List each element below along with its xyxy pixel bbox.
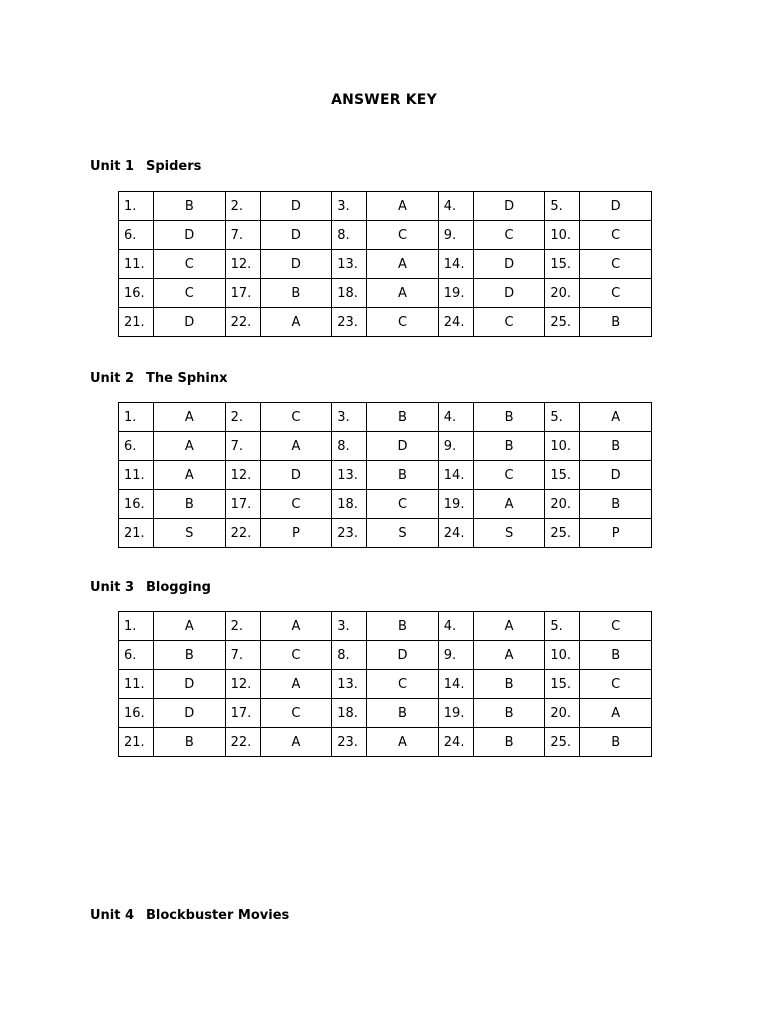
answer-letter: C [154,250,226,279]
table-row [119,192,652,221]
table-row [119,728,652,757]
question-number: 9. [438,641,473,670]
answer-letter: C [260,490,332,519]
answer-letter: D [580,192,652,221]
question-number: 25. [545,519,580,548]
question-number: 15. [545,670,580,699]
answer-letter: C [473,461,545,490]
answer-letter: B [367,699,439,728]
unit-heading [90,159,201,174]
answer-letter: D [260,250,332,279]
question-number: 22. [225,308,260,337]
answer-letter: D [473,250,545,279]
question-number: 13. [332,250,367,279]
question-number: 16. [119,490,154,519]
table-row [119,221,652,250]
answer-letter: B [473,403,545,432]
answer-letter: C [580,279,652,308]
question-number: 20. [545,699,580,728]
question-number: 11. [119,461,154,490]
question-number: 4. [438,403,473,432]
answer-letter: C [580,612,652,641]
unit-heading [90,908,289,923]
question-number: 17. [225,279,260,308]
table-row [119,519,652,548]
answer-letter: D [367,432,439,461]
unit-number: Unit 4 [90,908,135,923]
question-number: 24. [438,519,473,548]
answer-letter: C [367,221,439,250]
question-number: 15. [545,461,580,490]
question-number: 15. [545,250,580,279]
answer-letter: B [580,490,652,519]
answer-letter: C [260,403,332,432]
question-number: 2. [225,612,260,641]
question-number: 5. [545,612,580,641]
question-number: 2. [225,403,260,432]
question-number: 13. [332,670,367,699]
question-number: 22. [225,728,260,757]
question-number: 6. [119,432,154,461]
table-row [119,641,652,670]
table-row [119,461,652,490]
question-number: 20. [545,279,580,308]
answer-table [118,402,652,548]
question-number: 21. [119,728,154,757]
question-number: 11. [119,250,154,279]
answer-letter: B [367,403,439,432]
unit-title: Blockbuster Movies [146,908,290,923]
question-number: 23. [332,728,367,757]
question-number: 6. [119,221,154,250]
answer-letter: C [154,279,226,308]
answer-letter: D [154,308,226,337]
question-number: 16. [119,699,154,728]
answer-letter: B [367,461,439,490]
answer-letter: B [473,432,545,461]
answer-letter: S [473,519,545,548]
answer-letter: B [580,641,652,670]
question-number: 14. [438,250,473,279]
answer-letter: A [154,612,226,641]
question-number: 2. [225,192,260,221]
answer-letter: C [367,490,439,519]
answer-letter: A [367,279,439,308]
answer-letter: A [154,461,226,490]
answer-letter: B [154,192,226,221]
table-row [119,403,652,432]
answer-letter: A [154,432,226,461]
question-number: 23. [332,308,367,337]
question-number: 12. [225,670,260,699]
answer-letter: D [260,192,332,221]
question-number: 21. [119,308,154,337]
unit-title: Blogging [146,580,211,595]
question-number: 18. [332,490,367,519]
answer-table [118,611,652,757]
answer-letter: A [367,192,439,221]
table-row [119,612,652,641]
table-row [119,308,652,337]
unit-number: Unit 1 [90,159,135,174]
page-title: ANSWER KEY [331,92,437,108]
answer-letter: C [367,308,439,337]
question-number: 19. [438,490,473,519]
question-number: 13. [332,461,367,490]
answer-letter: C [473,221,545,250]
answer-letter: P [580,519,652,548]
answer-letter: C [580,250,652,279]
answer-letter: B [154,728,226,757]
question-number: 17. [225,490,260,519]
unit-title: The Sphinx [146,371,228,386]
question-number: 16. [119,279,154,308]
unit-heading [90,371,228,386]
question-number: 7. [225,641,260,670]
answer-letter: D [260,461,332,490]
answer-letter: B [154,641,226,670]
table-row [119,250,652,279]
question-number: 12. [225,250,260,279]
answer-letter: C [580,670,652,699]
question-number: 8. [332,221,367,250]
question-number: 19. [438,279,473,308]
table-row [119,670,652,699]
question-number: 1. [119,612,154,641]
answer-letter: B [473,728,545,757]
question-number: 8. [332,641,367,670]
question-number: 10. [545,221,580,250]
question-number: 3. [332,612,367,641]
question-number: 23. [332,519,367,548]
unit-title: Spiders [146,159,202,174]
question-number: 18. [332,279,367,308]
table-row [119,279,652,308]
answer-letter: A [260,728,332,757]
question-number: 24. [438,728,473,757]
answer-letter: A [473,612,545,641]
answer-letter: D [154,221,226,250]
answer-letter: A [367,250,439,279]
answer-letter: A [154,403,226,432]
answer-letter: C [260,641,332,670]
answer-letter: B [367,612,439,641]
question-number: 1. [119,403,154,432]
answer-letter: A [473,641,545,670]
question-number: 19. [438,699,473,728]
question-number: 24. [438,308,473,337]
unit-number: Unit 3 [90,580,135,595]
answer-letter: B [580,308,652,337]
answer-letter: D [367,641,439,670]
question-number: 10. [545,641,580,670]
question-number: 11. [119,670,154,699]
question-number: 8. [332,432,367,461]
question-number: 25. [545,728,580,757]
question-number: 1. [119,192,154,221]
table-row [119,699,652,728]
answer-letter: C [580,221,652,250]
question-number: 7. [225,432,260,461]
question-number: 3. [332,192,367,221]
answer-letter: C [260,699,332,728]
answer-letter: B [473,670,545,699]
answer-letter: B [154,490,226,519]
question-number: 5. [545,192,580,221]
answer-letter: P [260,519,332,548]
unit-number: Unit 2 [90,371,135,386]
question-number: 14. [438,461,473,490]
answer-letter: D [580,461,652,490]
answer-letter: B [473,699,545,728]
question-number: 4. [438,192,473,221]
question-number: 12. [225,461,260,490]
answer-letter: A [260,308,332,337]
question-number: 9. [438,221,473,250]
answer-letter: D [260,221,332,250]
question-number: 17. [225,699,260,728]
answer-letter: D [473,279,545,308]
answer-table [118,191,652,337]
table-row [119,432,652,461]
answer-letter: A [367,728,439,757]
answer-letter: D [154,670,226,699]
answer-letter: B [260,279,332,308]
question-number: 6. [119,641,154,670]
question-number: 5. [545,403,580,432]
answer-letter: B [580,728,652,757]
answer-letter: S [367,519,439,548]
question-number: 14. [438,670,473,699]
question-number: 22. [225,519,260,548]
question-number: 21. [119,519,154,548]
question-number: 4. [438,612,473,641]
answer-letter: A [260,432,332,461]
question-number: 3. [332,403,367,432]
answer-letter: A [260,612,332,641]
answer-letter: A [580,699,652,728]
answer-letter: C [473,308,545,337]
answer-letter: A [260,670,332,699]
answer-letter: A [580,403,652,432]
question-number: 10. [545,432,580,461]
question-number: 18. [332,699,367,728]
answer-letter: D [154,699,226,728]
unit-heading [90,580,211,595]
question-number: 20. [545,490,580,519]
table-row [119,490,652,519]
answer-letter: A [473,490,545,519]
answer-letter: S [154,519,226,548]
answer-letter: B [580,432,652,461]
question-number: 9. [438,432,473,461]
answer-letter: D [473,192,545,221]
answer-letter: C [367,670,439,699]
question-number: 25. [545,308,580,337]
question-number: 7. [225,221,260,250]
